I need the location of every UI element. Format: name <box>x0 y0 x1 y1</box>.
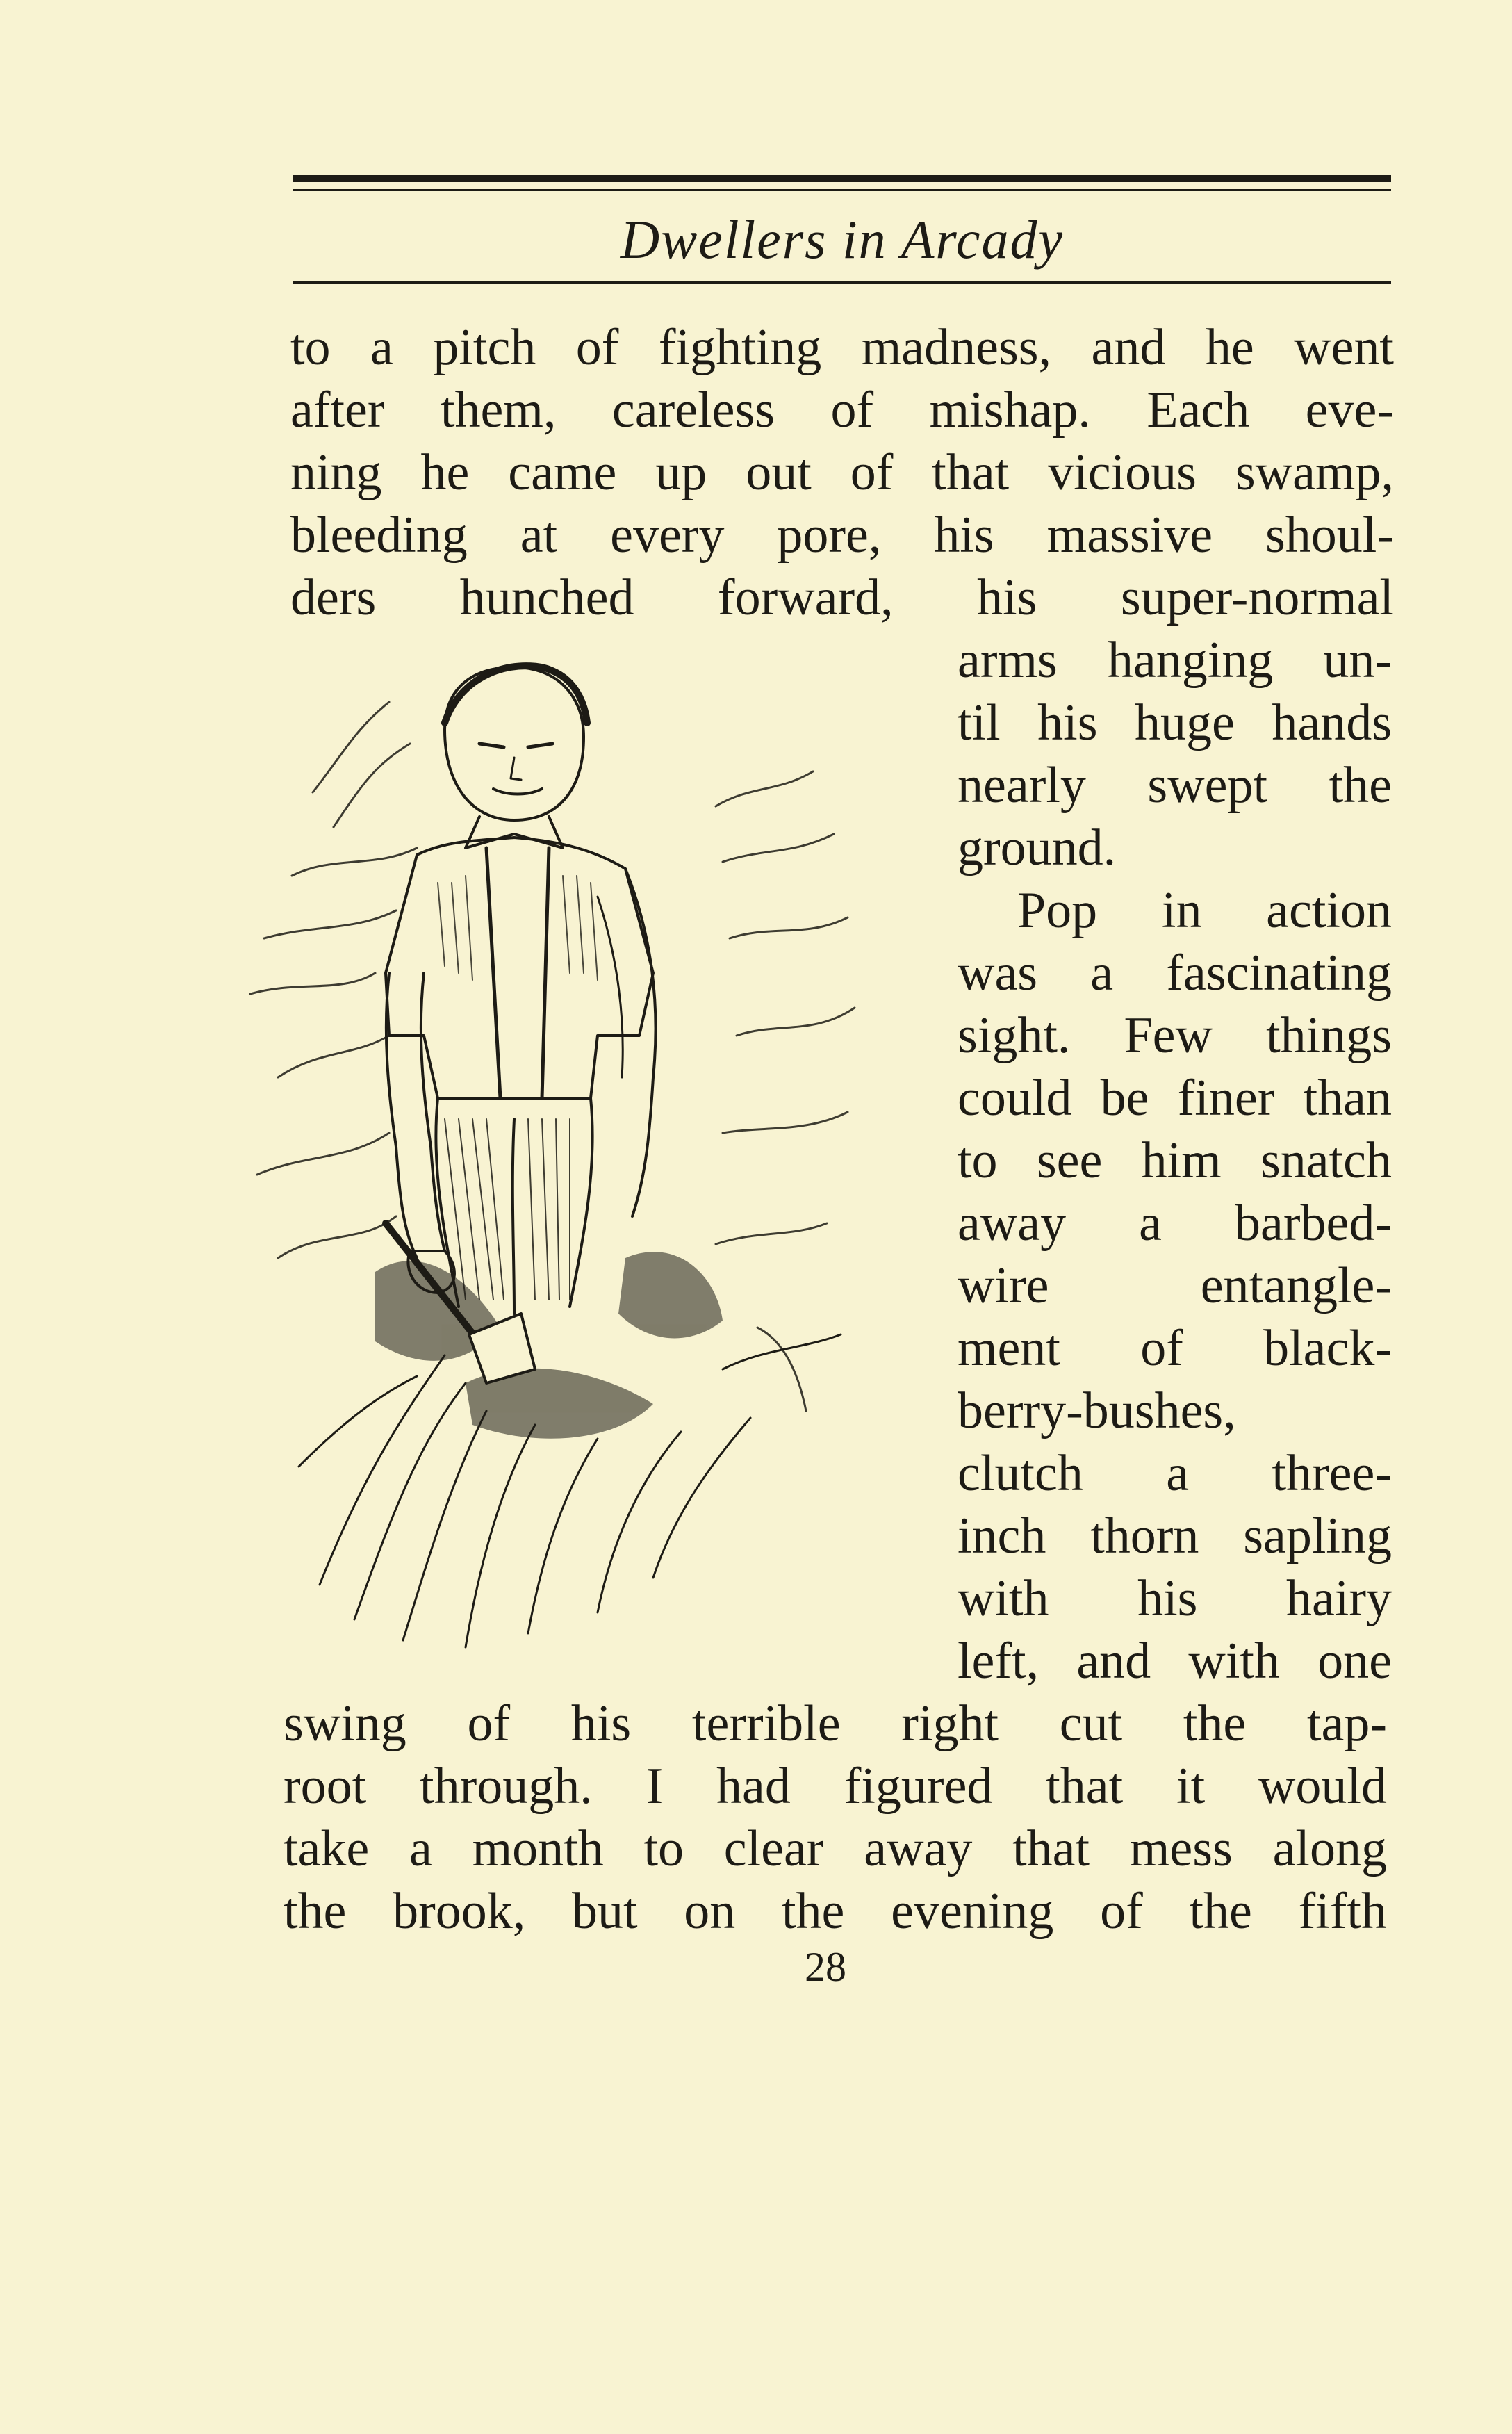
running-title: Dwellers in Arcady <box>620 209 1065 270</box>
text-line: ning he came up out of that vicious swamp, <box>290 444 1394 501</box>
text-line: the brook, but on the evening of the fifth <box>284 1883 1387 1940</box>
text-line: root through. I had figured that it would <box>284 1758 1387 1815</box>
text-line: arms hanging un- <box>958 632 1392 689</box>
text-line: clutch a three- <box>958 1445 1392 1502</box>
text-line: swing of his terrible right cut the tap- <box>284 1695 1387 1752</box>
illustration-man-with-axe <box>236 646 938 1654</box>
text-line: til his huge hands <box>958 694 1392 751</box>
text-line: wire entangle- <box>958 1257 1392 1314</box>
text-line: sight. Few things <box>958 1007 1392 1064</box>
text-line: left, and with one <box>958 1633 1392 1690</box>
text-line: inch thorn sapling <box>958 1508 1392 1565</box>
text-line: take a month to clear away that mess along <box>284 1820 1387 1877</box>
text-line: ment of black- <box>958 1320 1392 1377</box>
text-line: could be finer than <box>958 1070 1392 1127</box>
header-rule-thin <box>293 189 1391 191</box>
text-line: after them, careless of mishap. Each eve- <box>290 382 1394 439</box>
text-line: away a barbed- <box>958 1195 1392 1252</box>
text-line: bleeding at every pore, his massive shoul- <box>290 507 1394 564</box>
text-line: ders hunched forward, his super-normal <box>290 569 1394 626</box>
text-line: with his hairy <box>958 1570 1392 1627</box>
text-line: berry-bushes, <box>958 1382 1236 1439</box>
text-line: nearly swept the <box>958 757 1392 814</box>
header-rule-thick <box>293 175 1391 182</box>
text-line: ground. <box>958 819 1117 876</box>
header-rule-bottom <box>293 281 1391 284</box>
text-line: to see him snatch <box>958 1132 1392 1189</box>
text-line: to a pitch of fighting madness, and he went <box>290 319 1394 376</box>
page-number: 28 <box>805 1944 846 1990</box>
text-line: was a fascinating <box>958 945 1392 1002</box>
text-line: Pop in action <box>1017 882 1392 939</box>
